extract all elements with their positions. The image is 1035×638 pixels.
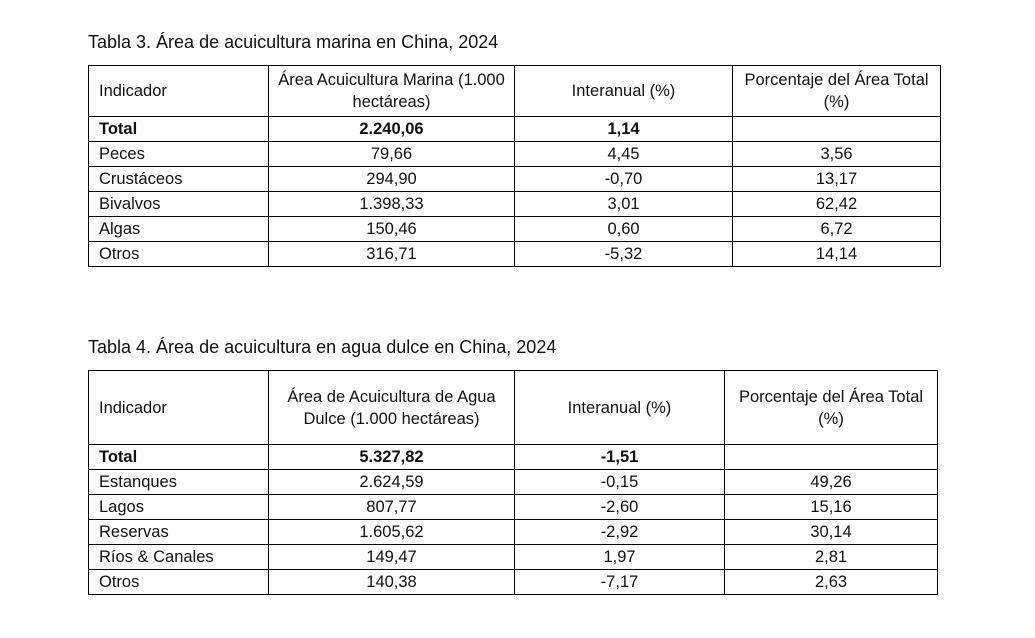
table-cell: 1.398,33 xyxy=(269,192,515,217)
table-cell: -7,17 xyxy=(515,570,725,595)
table-cell: Total xyxy=(89,117,269,142)
table-cell: 6,72 xyxy=(733,217,941,242)
table-cell: 0,60 xyxy=(515,217,733,242)
table-cell: 140,38 xyxy=(269,570,515,595)
table-cell: Otros xyxy=(89,242,269,267)
table-cell: 1,97 xyxy=(515,545,725,570)
table-cell: 316,71 xyxy=(269,242,515,267)
column-header: Interanual (%) xyxy=(515,371,725,445)
table-cell: -1,51 xyxy=(515,445,725,470)
column-header: Porcentaje del Área Total (%) xyxy=(733,66,941,117)
table-cell: Reservas xyxy=(89,520,269,545)
table-cell: 4,45 xyxy=(515,142,733,167)
table-cell: 1.605,62 xyxy=(269,520,515,545)
table-row xyxy=(89,217,941,242)
table-cell: 2.240,06 xyxy=(269,117,515,142)
freshwater-aquaculture-table xyxy=(88,370,938,595)
table-cell: Bivalvos xyxy=(89,192,269,217)
table-cell: Total xyxy=(89,445,269,470)
column-header: Área Acuicultura Marina (1.000 hectáreas) xyxy=(269,66,515,117)
table-cell: 15,16 xyxy=(725,495,938,520)
table-cell: 150,46 xyxy=(269,217,515,242)
table-cell: 62,42 xyxy=(733,192,941,217)
table-row xyxy=(89,570,938,595)
table-cell: 79,66 xyxy=(269,142,515,167)
table-header-row xyxy=(89,371,938,445)
table-3-caption: Tabla 3. Área de acuicultura marina en China, 2024 xyxy=(88,32,499,52)
table-cell: -0,15 xyxy=(515,470,725,495)
table-cell: 149,47 xyxy=(269,545,515,570)
table-cell: 13,17 xyxy=(733,167,941,192)
table-cell: -0,70 xyxy=(515,167,733,192)
table-cell: -2,60 xyxy=(515,495,725,520)
table-cell: 2,81 xyxy=(725,545,938,570)
table-cell: 807,77 xyxy=(269,495,515,520)
table-header-row xyxy=(89,66,941,117)
column-header: Porcentaje del Área Total (%) xyxy=(725,371,938,445)
column-header: Interanual (%) xyxy=(515,66,733,117)
table-cell: 5.327,82 xyxy=(269,445,515,470)
column-header: Indicador xyxy=(89,66,269,117)
table-row xyxy=(89,192,941,217)
table-cell xyxy=(725,445,938,470)
table-cell: Otros xyxy=(89,570,269,595)
column-header: Indicador xyxy=(89,371,269,445)
table-row xyxy=(89,545,938,570)
table-cell: Algas xyxy=(89,217,269,242)
table-cell: 49,26 xyxy=(725,470,938,495)
table-cell: 1,14 xyxy=(515,117,733,142)
table-cell: 30,14 xyxy=(725,520,938,545)
table-cell: -5,32 xyxy=(515,242,733,267)
table-cell: 294,90 xyxy=(269,167,515,192)
table-cell: Crustáceos xyxy=(89,167,269,192)
table-row xyxy=(89,242,941,267)
table-cell: -2,92 xyxy=(515,520,725,545)
table-row xyxy=(89,142,941,167)
table-cell: 2.624,59 xyxy=(269,470,515,495)
table-4-caption: Tabla 4. Área de acuicultura en agua dulce en China, 2024 xyxy=(88,337,557,357)
table-cell: 14,14 xyxy=(733,242,941,267)
total-row xyxy=(89,445,938,470)
table-cell: Lagos xyxy=(89,495,269,520)
table-cell: Ríos & Canales xyxy=(89,545,269,570)
table-cell: 3,01 xyxy=(515,192,733,217)
table-row xyxy=(89,495,938,520)
table-row xyxy=(89,520,938,545)
total-row xyxy=(89,117,941,142)
table-row xyxy=(89,470,938,495)
table-cell: 3,56 xyxy=(733,142,941,167)
table-cell: Estanques xyxy=(89,470,269,495)
table-row xyxy=(89,167,941,192)
marine-aquaculture-table xyxy=(88,65,941,267)
table-cell: Peces xyxy=(89,142,269,167)
table-cell xyxy=(733,117,941,142)
column-header: Área de Acuicultura de Agua Dulce (1.000 hectáreas) xyxy=(269,371,515,445)
table-cell: 2,63 xyxy=(725,570,938,595)
